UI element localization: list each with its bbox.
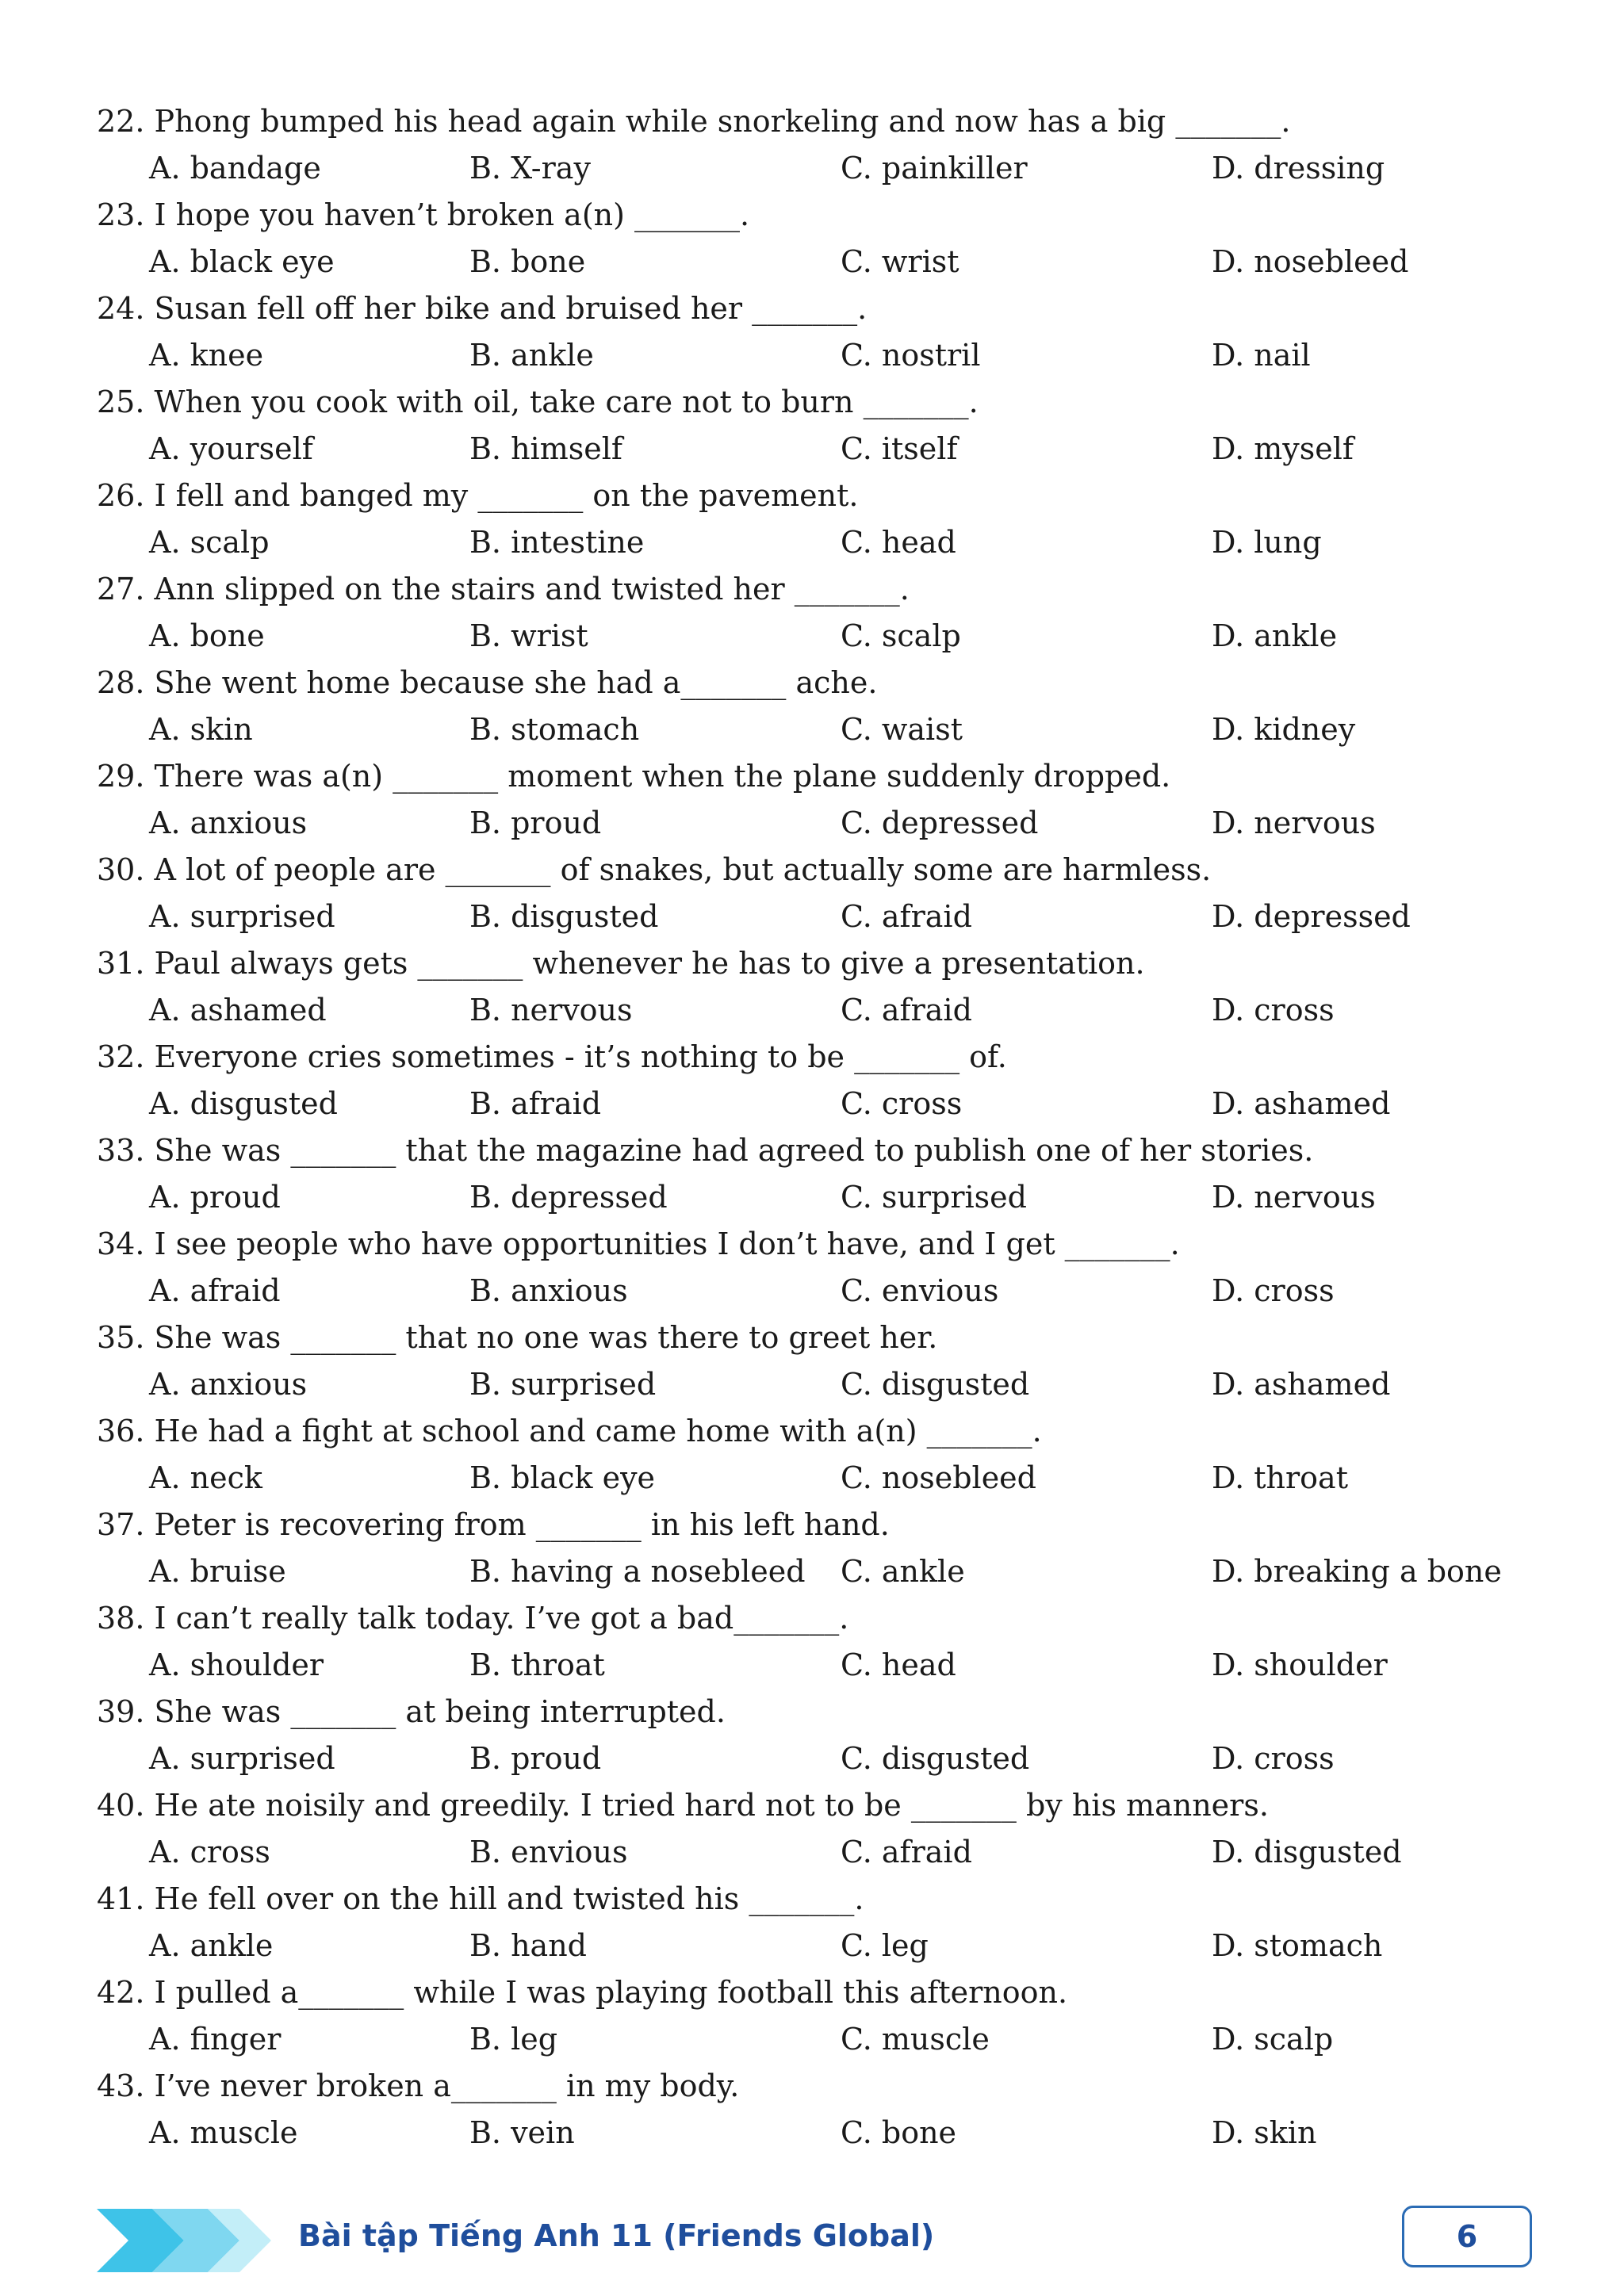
answer-options	[97, 2016, 1524, 2063]
option-c: C. scalp	[841, 618, 961, 653]
option-a: A. surprised	[149, 899, 335, 934]
option-d: D. nosebleed	[1212, 244, 1409, 279]
option-a: A. knee	[149, 338, 264, 373]
question-stem: 42. I pulled a_______ while I was playing football this afternoon.	[97, 1975, 1068, 2010]
page-number: 6	[1456, 2219, 1478, 2254]
option-c: C. afraid	[841, 899, 972, 934]
option-d: D. cross	[1212, 1741, 1335, 1776]
question-item	[97, 940, 1524, 1034]
option-c: C. envious	[841, 1273, 999, 1308]
answer-options	[97, 239, 1524, 285]
option-c: C. ankle	[841, 1554, 965, 1589]
option-a: A. ankle	[149, 1928, 274, 1963]
answer-options	[97, 1081, 1524, 1127]
question-stem: 34. I see people who have opportunities I don’t have, and I get _______.	[97, 1226, 1180, 1261]
option-b: B. wrist	[469, 618, 588, 653]
option-d: D. myself	[1212, 431, 1354, 466]
option-b: B. disgusted	[469, 899, 659, 934]
answer-options	[97, 1455, 1524, 1502]
answer-options	[97, 1361, 1524, 1408]
option-a: A. skin	[149, 712, 253, 747]
question-stem: 40. He ate noisily and greedily. I tried hard not to be _______ by his manners.	[97, 1788, 1269, 1823]
option-b: B. stomach	[469, 712, 640, 747]
answer-options	[97, 1548, 1524, 1595]
answer-options	[97, 894, 1524, 940]
option-d: D. lung	[1212, 525, 1322, 560]
option-d: D. nervous	[1212, 1180, 1376, 1215]
option-a: A. anxious	[149, 1367, 308, 1402]
option-c: C. nosebleed	[841, 1460, 1036, 1495]
answer-options	[97, 426, 1524, 473]
option-b: B. himself	[469, 431, 622, 466]
answer-options	[97, 800, 1524, 847]
answer-options	[97, 987, 1524, 1034]
question-stem: 37. Peter is recovering from _______ in his left hand.	[97, 1507, 890, 1542]
option-c: C. leg	[841, 1928, 929, 1963]
question-stem: 32. Everyone cries sometimes - it’s nothing to be _______ of.	[97, 1039, 1007, 1074]
question-stem: 35. She was _______ that no one was there to greet her.	[97, 1320, 938, 1355]
question-stem: 27. Ann slipped on the stairs and twisted her _______.	[97, 572, 910, 607]
option-c: C. muscle	[841, 2022, 990, 2057]
option-a: A. ashamed	[149, 993, 327, 1027]
option-c: C. afraid	[841, 1835, 972, 1869]
question-item	[97, 1502, 1524, 1595]
option-d: D. nail	[1212, 338, 1311, 373]
option-a: A. afraid	[149, 1273, 281, 1308]
option-d: D. ankle	[1212, 618, 1338, 653]
option-a: A. neck	[149, 1460, 262, 1495]
option-a: A. proud	[149, 1180, 281, 1215]
option-a: A. yourself	[149, 431, 313, 466]
option-b: B. anxious	[469, 1273, 628, 1308]
option-b: B. bone	[469, 244, 586, 279]
question-item	[97, 753, 1524, 847]
question-item	[97, 1782, 1524, 1876]
question-item	[97, 379, 1524, 473]
option-a: A. disgusted	[149, 1086, 338, 1121]
option-b: B. proud	[469, 1741, 602, 1776]
question-stem: 36. He had a fight at school and came home with a(n) _______.	[97, 1414, 1042, 1448]
page-number-box	[1402, 2206, 1532, 2267]
question-item	[97, 1876, 1524, 1969]
question-item	[97, 847, 1524, 940]
option-a: A. shoulder	[149, 1647, 324, 1682]
answer-options	[97, 2110, 1524, 2156]
question-stem: 39. She was _______ at being interrupted.	[97, 1694, 726, 1729]
question-stem: 38. I can’t really talk today. I’ve got a bad_______.	[97, 1601, 849, 1636]
option-d: D. depressed	[1212, 899, 1411, 934]
question-stem: 30. A lot of people are _______ of snakes, but actually some are harmless.	[97, 852, 1212, 887]
answer-options	[97, 1923, 1524, 1969]
option-c: C. cross	[841, 1086, 963, 1121]
option-b: B. intestine	[469, 525, 645, 560]
option-a: A. scalp	[149, 525, 270, 560]
option-d: D. skin	[1212, 2115, 1317, 2150]
option-a: A. black eye	[149, 244, 335, 279]
question-item	[97, 1314, 1524, 1408]
option-a: A. muscle	[149, 2115, 298, 2150]
option-c: C. depressed	[841, 806, 1039, 840]
option-b: B. having a nosebleed	[469, 1554, 806, 1589]
answer-options	[97, 1268, 1524, 1314]
question-item	[97, 1689, 1524, 1782]
answer-options	[97, 1829, 1524, 1876]
question-stem: 43. I’ve never broken a_______ in my body.	[97, 2068, 740, 2103]
answer-options	[97, 332, 1524, 379]
option-c: C. painkiller	[841, 151, 1028, 186]
question-item	[97, 1408, 1524, 1502]
option-d: D. disgusted	[1212, 1835, 1402, 1869]
option-d: D. ashamed	[1212, 1367, 1391, 1402]
option-a: A. bruise	[149, 1554, 286, 1589]
option-b: B. hand	[469, 1928, 588, 1963]
option-d: D. stomach	[1212, 1928, 1383, 1963]
question-item	[97, 473, 1524, 566]
option-a: A. anxious	[149, 806, 308, 840]
option-d: D. cross	[1212, 1273, 1335, 1308]
question-item	[97, 1221, 1524, 1314]
question-stem: 33. She was _______ that the magazine had agreed to publish one of her stories.	[97, 1133, 1314, 1168]
question-item	[97, 98, 1524, 192]
option-c: C. bone	[841, 2115, 957, 2150]
answer-options	[97, 613, 1524, 660]
question-stem: 41. He fell over on the hill and twisted his _______.	[97, 1881, 864, 1916]
option-c: C. head	[841, 525, 956, 560]
question-list	[97, 98, 1524, 2156]
option-d: D. cross	[1212, 993, 1335, 1027]
option-d: D. dressing	[1212, 151, 1385, 186]
option-d: D. ashamed	[1212, 1086, 1391, 1121]
option-c: C. afraid	[841, 993, 972, 1027]
option-a: A. bandage	[149, 151, 321, 186]
option-d: D. scalp	[1212, 2022, 1334, 2057]
question-item	[97, 2063, 1524, 2156]
option-b: B. black eye	[469, 1460, 656, 1495]
option-d: D. nervous	[1212, 806, 1376, 840]
footer-title: Bài tập Tiếng Anh 11 (Friends Global)	[298, 2218, 935, 2253]
question-item	[97, 192, 1524, 285]
option-b: B. surprised	[469, 1367, 657, 1402]
option-b: B. envious	[469, 1835, 628, 1869]
page-footer	[0, 2196, 1624, 2283]
question-stem: 24. Susan fell off her bike and bruised her _______.	[97, 291, 868, 326]
answer-options	[97, 1735, 1524, 1782]
option-c: C. disgusted	[841, 1741, 1030, 1776]
option-b: B. ankle	[469, 338, 594, 373]
option-a: A. cross	[149, 1835, 270, 1869]
question-stem: 23. I hope you haven’t broken a(n) _______.	[97, 197, 750, 232]
option-a: A. surprised	[149, 1741, 335, 1776]
answer-options	[97, 706, 1524, 753]
option-c: C. head	[841, 1647, 956, 1682]
question-item	[97, 285, 1524, 379]
question-item	[97, 1127, 1524, 1221]
option-b: B. leg	[469, 2022, 558, 2057]
option-b: B. proud	[469, 806, 602, 840]
option-c: C. nostril	[841, 338, 981, 373]
option-b: B. throat	[469, 1647, 605, 1682]
question-item	[97, 566, 1524, 660]
question-stem: 29. There was a(n) _______ moment when the plane suddenly dropped.	[97, 759, 1171, 794]
question-item	[97, 1034, 1524, 1127]
question-item	[97, 1595, 1524, 1689]
answer-options	[97, 145, 1524, 192]
answer-options	[97, 1642, 1524, 1689]
question-stem: 28. She went home because she had a_______ ache.	[97, 665, 878, 700]
question-stem: 22. Phong bumped his head again while snorkeling and now has a big _______.	[97, 104, 1291, 139]
option-d: D. breaking a bone	[1212, 1554, 1502, 1589]
question-stem: 25. When you cook with oil, take care not to burn _______.	[97, 385, 979, 419]
question-stem: 26. I fell and banged my _______ on the pavement.	[97, 478, 859, 513]
question-item	[97, 660, 1524, 753]
option-a: A. finger	[149, 2022, 282, 2057]
option-c: C. waist	[841, 712, 963, 747]
option-c: C. disgusted	[841, 1367, 1030, 1402]
answer-options	[97, 519, 1524, 566]
option-b: B. depressed	[469, 1180, 668, 1215]
option-b: B. vein	[469, 2115, 575, 2150]
option-d: D. throat	[1212, 1460, 1348, 1495]
option-a: A. bone	[149, 618, 265, 653]
question-item	[97, 1969, 1524, 2063]
option-c: C. itself	[841, 431, 958, 466]
answer-options	[97, 1174, 1524, 1221]
option-c: C. wrist	[841, 244, 959, 279]
option-b: B. X-ray	[469, 151, 591, 186]
question-stem: 31. Paul always gets _______ whenever he has to give a presentation.	[97, 946, 1145, 981]
option-d: D. shoulder	[1212, 1647, 1388, 1682]
option-b: B. nervous	[469, 993, 633, 1027]
option-d: D. kidney	[1212, 712, 1356, 747]
option-c: C. surprised	[841, 1180, 1027, 1215]
option-b: B. afraid	[469, 1086, 602, 1121]
